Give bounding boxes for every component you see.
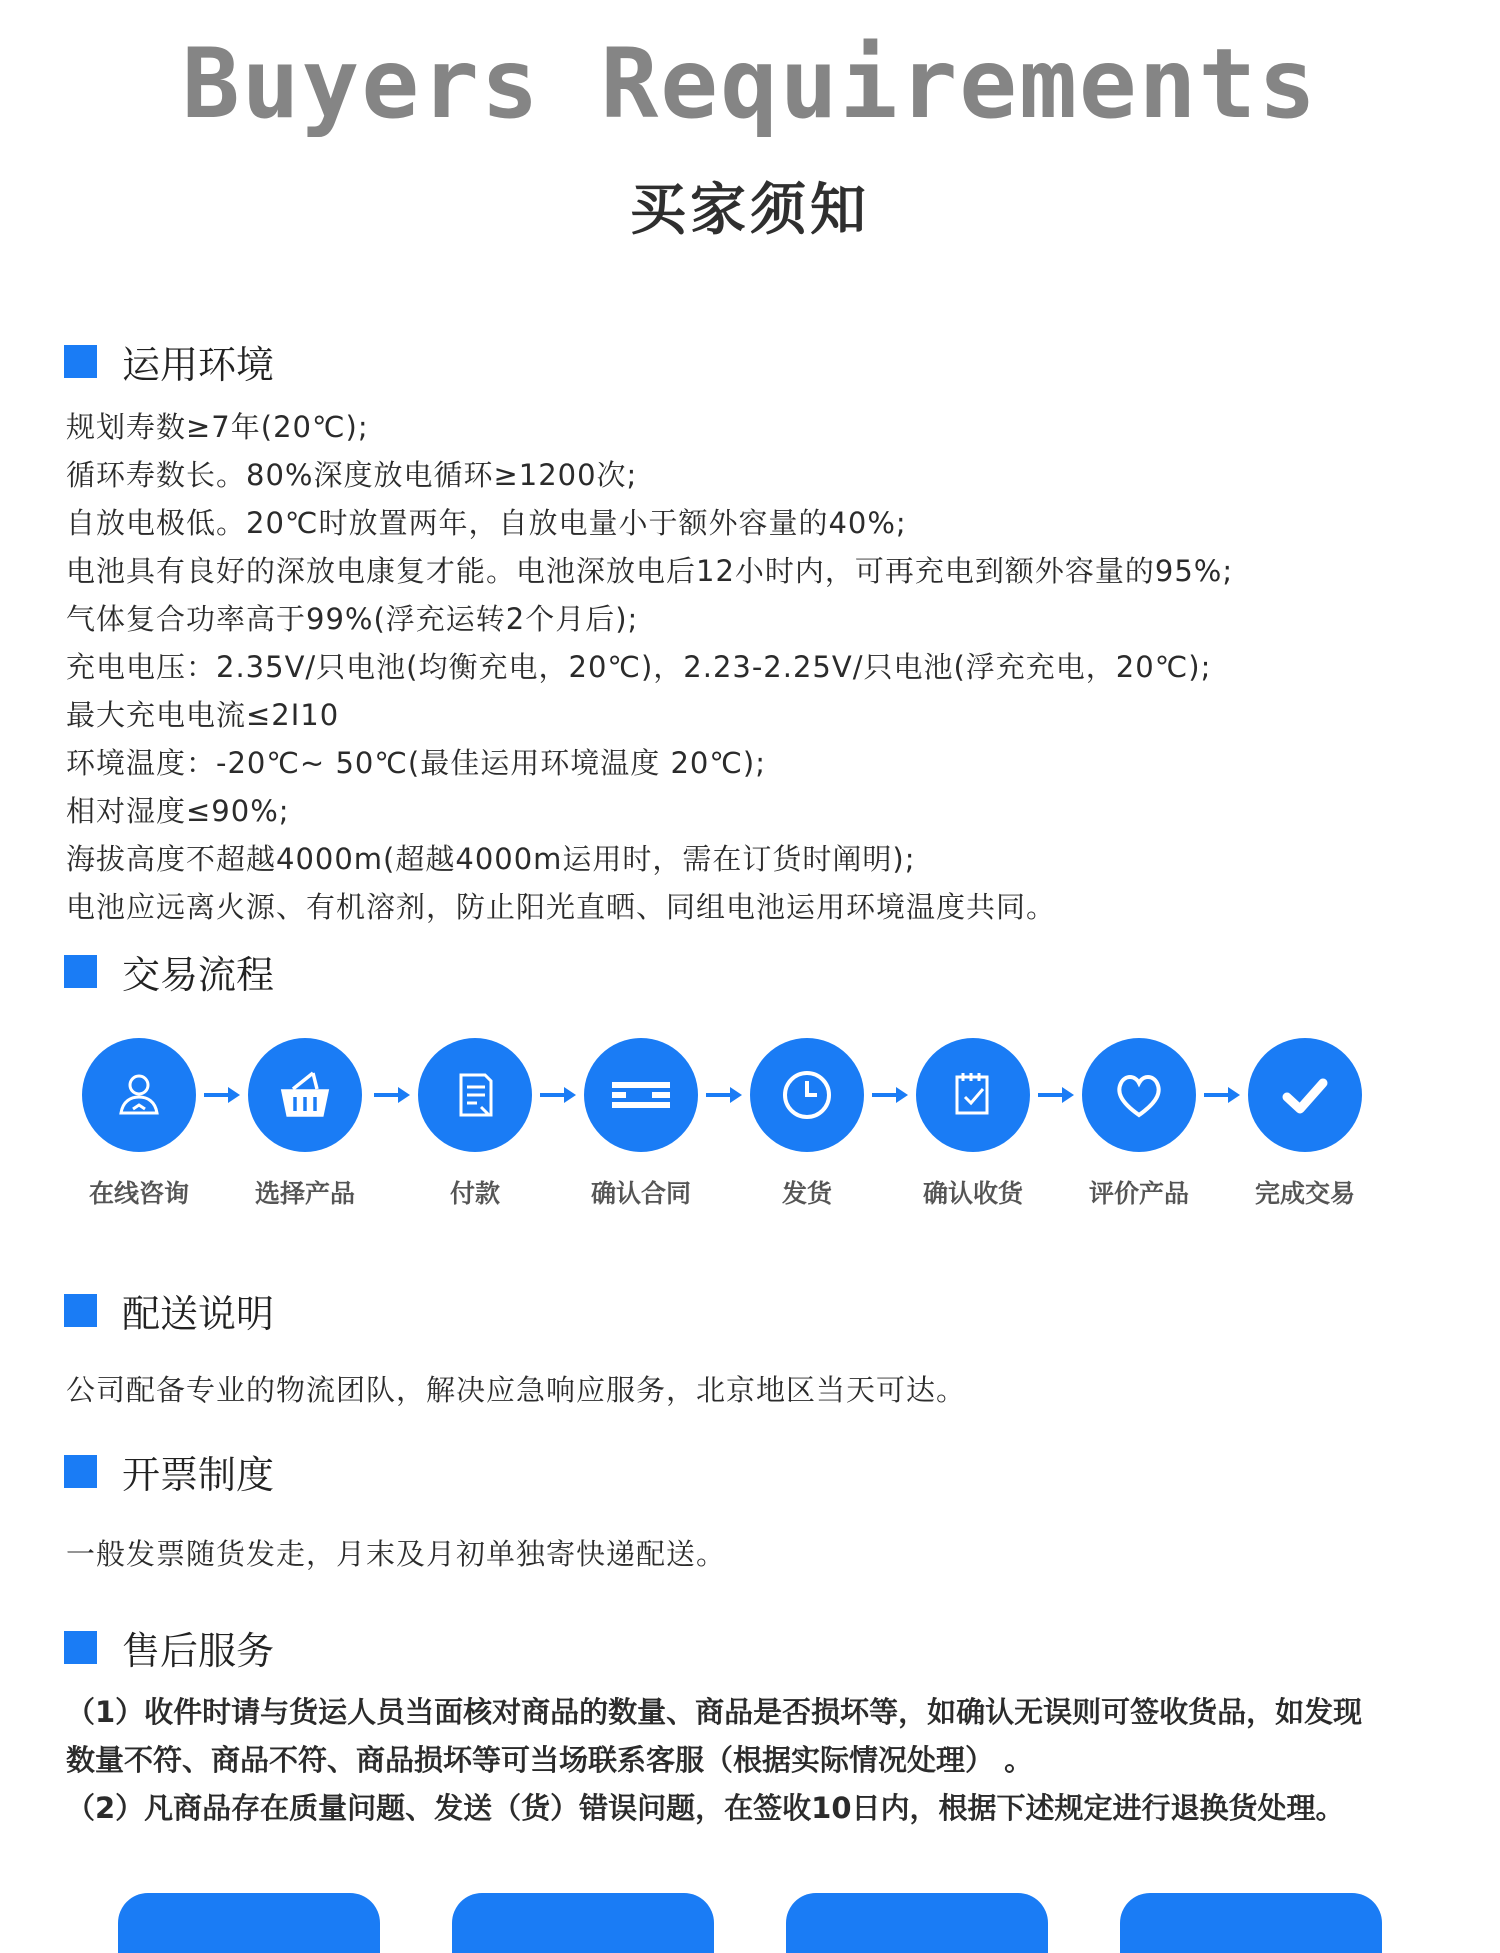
section-heading-invoice bbox=[64, 1444, 274, 1499]
step-circle bbox=[1082, 1038, 1196, 1152]
section-heading-process bbox=[64, 944, 274, 999]
shopping-basket-icon bbox=[273, 1063, 337, 1127]
section-title: 售后服务 bbox=[122, 1629, 275, 1673]
paragraph-line: （2）凡商品存在质量问题、发送（货）错误问题，在签收10日内，根据下述规定进行退换货处理。 bbox=[66, 1791, 1345, 1825]
section-heading-after-sales bbox=[64, 1620, 274, 1675]
spec-line: 循环寿数长。80%深度放电循环≥1200次; bbox=[66, 458, 638, 492]
arrow-right-icon bbox=[1036, 1080, 1076, 1110]
section-title: 配送说明 bbox=[122, 1292, 275, 1336]
user-service-icon bbox=[109, 1065, 169, 1125]
step-select-product bbox=[248, 1038, 362, 1208]
heart-icon bbox=[1109, 1065, 1169, 1125]
return-policy-tab bbox=[786, 1893, 1048, 1953]
step-complete-deal bbox=[1248, 1038, 1362, 1208]
spec-line: 电池应远离火源、有机溶剂，防止阳光直晒、同组电池运用环境温度共同。 bbox=[66, 890, 1057, 924]
section-marker bbox=[64, 1294, 97, 1327]
step-shipping bbox=[750, 1038, 864, 1208]
step-label: 评价产品 bbox=[1088, 1179, 1189, 1208]
step-payment bbox=[418, 1038, 532, 1208]
section-heading-delivery bbox=[64, 1283, 274, 1338]
step-label: 确认收货 bbox=[922, 1179, 1023, 1208]
step-online-consult bbox=[82, 1038, 196, 1208]
check-note-icon bbox=[943, 1065, 1003, 1125]
arrow-right-icon bbox=[202, 1080, 242, 1110]
spec-line: 最大充电电流≤2I10 bbox=[66, 698, 340, 732]
section-heading-environment bbox=[64, 334, 274, 389]
environment-specs bbox=[66, 403, 1233, 931]
section-marker bbox=[64, 345, 97, 378]
step-rate-product bbox=[1082, 1038, 1196, 1208]
spec-line: 规划寿数≥7年(20℃); bbox=[66, 410, 369, 444]
paragraph: 一般发票随货发走，月末及月初单独寄快递配送。 bbox=[66, 1537, 727, 1571]
section-title: 运用环境 bbox=[122, 343, 275, 387]
step-circle bbox=[750, 1038, 864, 1152]
step-confirm-receipt bbox=[916, 1038, 1030, 1208]
paragraph-line: （1）收件时请与货运人员当面核对商品的数量、商品是否损坏等，如确认无误则可签收货品，如发现 bbox=[66, 1695, 1363, 1729]
page-title-chinese: 买家须知 bbox=[630, 178, 870, 243]
clock-icon bbox=[777, 1065, 837, 1125]
arrow-right-icon bbox=[538, 1080, 578, 1110]
return-policy-tab bbox=[118, 1893, 380, 1953]
section-title: 开票制度 bbox=[122, 1453, 275, 1497]
spec-line: 气体复合功率高于99%(浮充运转2个月后); bbox=[66, 602, 639, 636]
return-policy-tab bbox=[1120, 1893, 1382, 1953]
step-label: 在线咨询 bbox=[88, 1179, 189, 1208]
step-circle bbox=[584, 1038, 698, 1152]
section-title: 交易流程 bbox=[122, 953, 275, 997]
return-policy-tab bbox=[452, 1893, 714, 1953]
step-confirm-contract bbox=[584, 1038, 698, 1208]
spec-line: 相对湿度≤90%; bbox=[66, 794, 290, 828]
section-marker bbox=[64, 1631, 97, 1664]
step-label: 确认合同 bbox=[590, 1179, 691, 1208]
step-circle bbox=[248, 1038, 362, 1152]
arrow-right-icon bbox=[704, 1080, 744, 1110]
document-pay-icon bbox=[445, 1065, 505, 1125]
step-label: 发货 bbox=[781, 1179, 832, 1208]
after-sales-text bbox=[66, 1688, 1362, 1832]
arrow-right-icon bbox=[870, 1080, 910, 1110]
paragraph-line: 数量不符、商品不符、商品损坏等可当场联系客服（根据实际情况处理） 。 bbox=[66, 1743, 1034, 1777]
paragraph: 公司配备专业的物流团队，解决应急响应服务，北京地区当天可达。 bbox=[66, 1373, 967, 1407]
spec-line: 充电电压：2.35V/只电池(均衡充电，20℃)，2.23-2.25V/只电池(浮充充电，20℃); bbox=[66, 650, 1212, 684]
page-title-english: Buyers Requirements bbox=[181, 28, 1319, 140]
arrow-right-icon bbox=[372, 1080, 412, 1110]
section-marker bbox=[64, 955, 97, 988]
spec-line: 环境温度：-20℃~ 50℃(最佳运用环境温度 20℃); bbox=[66, 746, 767, 780]
step-label: 完成交易 bbox=[1254, 1179, 1355, 1208]
spec-line: 海拔高度不超越4000m(超越4000m运用时，需在订货时阐明); bbox=[66, 842, 916, 876]
step-circle bbox=[1248, 1038, 1362, 1152]
arrow-right-icon bbox=[1202, 1080, 1242, 1110]
section-marker bbox=[64, 1455, 97, 1488]
step-label: 选择产品 bbox=[254, 1179, 355, 1208]
contract-icon bbox=[606, 1070, 676, 1120]
process-steps bbox=[82, 1038, 1382, 1238]
step-circle bbox=[418, 1038, 532, 1152]
checkmark-icon bbox=[1273, 1063, 1337, 1127]
spec-line: 自放电极低。20℃时放置两年，自放电量小于额外容量的40%; bbox=[66, 506, 907, 540]
invoice-text bbox=[66, 1530, 726, 1578]
spec-line: 电池具有良好的深放电康复才能。电池深放电后12小时内，可再充电到额外容量的95%; bbox=[66, 554, 1234, 588]
step-circle bbox=[916, 1038, 1030, 1152]
step-circle bbox=[82, 1038, 196, 1152]
delivery-text bbox=[66, 1366, 966, 1414]
step-label: 付款 bbox=[449, 1179, 500, 1208]
